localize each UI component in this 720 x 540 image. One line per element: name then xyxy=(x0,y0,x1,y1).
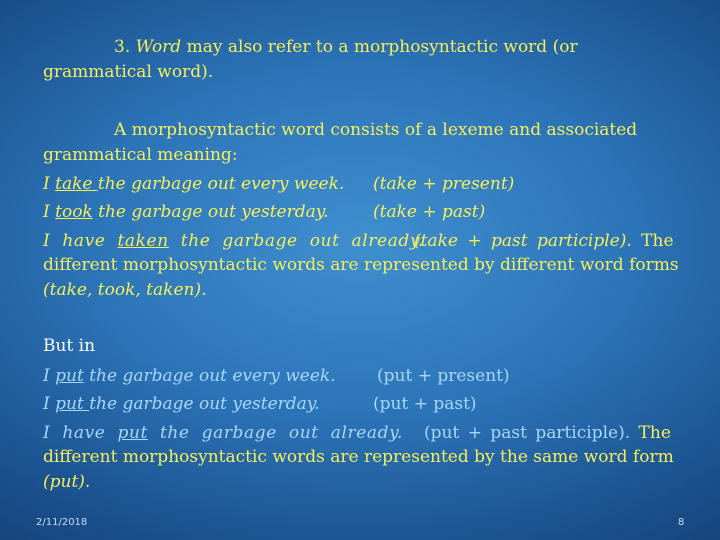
gloss-text: (take + present) xyxy=(373,174,515,194)
example-rest: the garbage out already. xyxy=(147,423,404,443)
para1-number: 3. xyxy=(114,37,136,57)
conclusion2-line2: different morphosyntactic words are represented by the same word form xyxy=(43,447,674,467)
example-rest: the garbage out every week. xyxy=(83,366,336,386)
example-subject: I have xyxy=(43,231,118,251)
gloss-take-participle xyxy=(414,231,674,251)
example-rest: the garbage out yesterday. xyxy=(92,202,329,222)
example-put-participle xyxy=(43,423,403,443)
example-subject: I xyxy=(43,174,56,194)
page-number: 8 xyxy=(678,517,685,528)
gloss-put-participle xyxy=(424,423,671,443)
conclusion1-forms: (take, took, taken). xyxy=(43,280,207,300)
footer-date: 2/11/2018 xyxy=(36,517,88,528)
para2-line1: A morphosyntactic word consists of a lexeme and associated xyxy=(114,120,638,140)
example-rest: the garbage out yesterday. xyxy=(89,394,320,414)
example-put-present xyxy=(43,366,336,386)
para1-line2: grammatical word). xyxy=(43,62,214,82)
gloss-text: (take + past) xyxy=(373,202,486,222)
gloss-put-past: (put + past) xyxy=(373,394,477,414)
but-in-heading: But in xyxy=(43,336,96,356)
conclusion1-line3 xyxy=(43,280,207,300)
gloss-put-present: (put + present) xyxy=(377,366,510,386)
para2-line2: grammatical meaning: xyxy=(43,145,238,165)
gloss-take-present xyxy=(373,174,514,194)
conclusion2-line3 xyxy=(43,472,90,492)
example-put-past xyxy=(43,394,320,414)
conclusion1-the: The xyxy=(631,231,674,251)
gloss-text: (take + past participle). xyxy=(414,231,632,251)
conclusion2-the: The xyxy=(630,423,671,443)
example-rest: the garbage out already. xyxy=(168,231,424,251)
example-verb: took xyxy=(55,202,93,222)
example-subject: I xyxy=(43,394,56,414)
example-take-present xyxy=(43,174,344,194)
gloss-text: (put + past participle). xyxy=(424,423,631,443)
example-verb: put xyxy=(55,394,90,414)
example-verb: put xyxy=(55,366,84,386)
example-rest: the garbage out every week. xyxy=(97,174,345,194)
example-take-past xyxy=(43,202,329,222)
para1-line1 xyxy=(114,37,578,57)
example-verb: put xyxy=(117,423,148,443)
example-verb: take xyxy=(55,174,98,194)
example-verb: taken xyxy=(117,231,169,251)
example-subject: I xyxy=(43,202,56,222)
para1-text: may also refer to a morphosyntactic word (or xyxy=(181,37,578,57)
conclusion1-line2: different morphosyntactic words are represented by different word forms xyxy=(43,255,679,275)
para1-term: Word xyxy=(135,37,182,57)
example-take-participle xyxy=(43,231,424,251)
example-subject: I have xyxy=(43,423,118,443)
gloss-take-past xyxy=(373,202,485,222)
conclusion2-forms: (put). xyxy=(43,472,91,492)
example-subject: I xyxy=(43,366,56,386)
